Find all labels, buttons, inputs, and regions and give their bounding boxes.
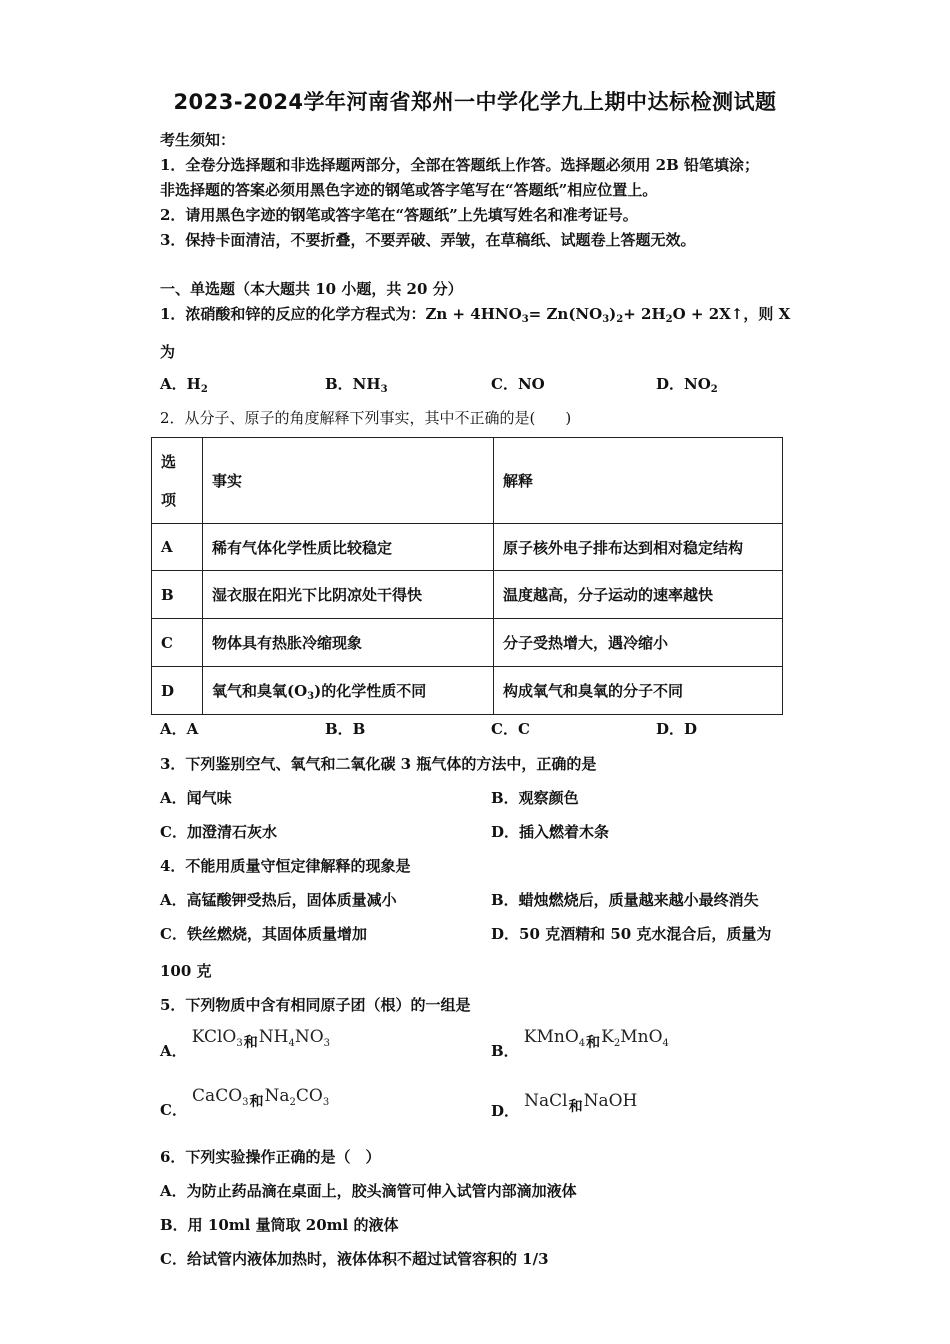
- notice-line-1a: 1．全卷分选择题和非选择题两部分，全部在答题纸上作答。选择题必须用 2B 铅笔填涂；: [160, 156, 760, 174]
- table-row: [152, 619, 783, 667]
- q2-option-c: C．C: [491, 720, 530, 738]
- q3-option-c: C．加澄清石灰水: [160, 823, 277, 841]
- q5-option-d: D． NaCl和NaOH: [491, 1091, 638, 1120]
- q1-option-c: C．NO: [491, 375, 545, 393]
- q2-option-d: D．D: [656, 720, 698, 738]
- q4-option-a: A．高锰酸钾受热后，固体质量减小: [160, 891, 397, 909]
- row-fact: 稀有气体化学性质比较稳定: [203, 524, 494, 571]
- q2-option-b: B．B: [325, 720, 366, 738]
- row-explain: 温度越高，分子运动的速率越快: [494, 571, 783, 619]
- q5-option-a: A． KClO$_3$和$NH_4NO_3$: [160, 1027, 330, 1060]
- notice-line-3: 3．保持卡面清洁，不要折叠，不要弄破、弄皱，在草稿纸、试题卷上答题无效。: [160, 231, 696, 249]
- table-row: [152, 571, 783, 619]
- table-row: [152, 524, 783, 571]
- q6-option-b: B．用 10ml 量筒取 20ml 的液体: [160, 1216, 399, 1234]
- row-fact: 湿衣服在阳光下比阴凉处干得快: [203, 571, 494, 619]
- row-fact: 物体具有热胀冷缩现象: [203, 619, 494, 667]
- q4-option-d-cont: 100 克: [160, 962, 212, 980]
- row-fact: 氧气和臭氧$(O_3)$的化学性质不同: [203, 667, 494, 715]
- q6-stem: 6．下列实验操作正确的是（ ）: [160, 1148, 381, 1166]
- q5-stem: 5．下列物质中含有相同原子团（根）的一组是: [160, 996, 471, 1014]
- row-option: A: [152, 524, 203, 571]
- row-option: C: [152, 619, 203, 667]
- q6-option-c: C．给试管内液体加热时，液体体积不超过试管容积的 1/3: [160, 1250, 549, 1268]
- notice-line-2: 2．请用黑色字迹的钢笔或答字笔在“答题纸”上先填写姓名和准考证号。: [160, 206, 638, 224]
- q3-option-b: B．观察颜色: [491, 789, 579, 807]
- row-option: B: [152, 571, 203, 619]
- q4-stem: 4．不能用质量守恒定律解释的现象是: [160, 857, 411, 875]
- notice-heading: 考生须知：: [160, 131, 236, 149]
- q5-option-c: C． CaCO$_3$和$Na_2CO_3$: [160, 1086, 330, 1119]
- q1-stem: 1．浓硝酸和锌的反应的化学方程式为：$Zn + 4HNO_3= Zn(NO_3)_2+ 2H_2O$ + 2X↑，则 X: [160, 305, 791, 325]
- section-heading: 一、单选题（本大题共 10 小题，共 20 分）: [160, 280, 463, 298]
- q6-option-a: A．为防止药品滴在桌面上，胶头滴管可伸入试管内部滴加液体: [160, 1182, 577, 1200]
- q2-table: [151, 437, 783, 715]
- q2-stem: 2．从分子、原子的角度解释下列事实，其中不正确的是( ): [160, 409, 572, 427]
- notice-line-1b: 非选择题的答案必须用黑色字迹的钢笔或答字笔写在“答题纸”相应位置上。: [160, 181, 658, 199]
- q3-stem: 3．下列鉴别空气、氧气和二氧化碳 3 瓶气体的方法中，正确的是: [160, 755, 597, 773]
- header-explain: 解释: [494, 438, 783, 524]
- page-title: 2023-2024学年河南省郑州一中学化学九上期中达标检测试题: [173, 90, 777, 114]
- row-explain: 构成氧气和臭氧的分子不同: [494, 667, 783, 715]
- header-fact: 事实: [203, 438, 494, 524]
- q1-stem-line2: 为: [160, 343, 176, 361]
- row-explain: 原子核外电子排布达到相对稳定结构: [494, 524, 783, 571]
- q4-option-d: D．50 克酒精和 50 克水混合后，质量为: [491, 925, 772, 943]
- q4-option-c: C．铁丝燃烧，其固体质量增加: [160, 925, 367, 943]
- table-row: [152, 667, 783, 715]
- table-header-row: [152, 438, 783, 524]
- row-explain: 分子受热增大，遇冷缩小: [494, 619, 783, 667]
- q5-option-b: B． KMnO$_4$和$K_2MnO_4$: [491, 1027, 669, 1060]
- q4-option-b: B．蜡烛燃烧后，质量越来越小最终消失: [491, 891, 759, 909]
- q1-option-b: B．$NH_3$: [325, 375, 388, 395]
- q1-option-d: D．$NO_2$: [656, 375, 718, 395]
- q1-option-a: A．$H_2$: [160, 375, 208, 395]
- header-option: 选 项: [152, 438, 203, 524]
- q2-option-a: A．A: [160, 720, 199, 738]
- row-option: D: [152, 667, 203, 715]
- q3-option-a: A．闻气味: [160, 789, 232, 807]
- q3-option-d: D．插入燃着木条: [491, 823, 610, 841]
